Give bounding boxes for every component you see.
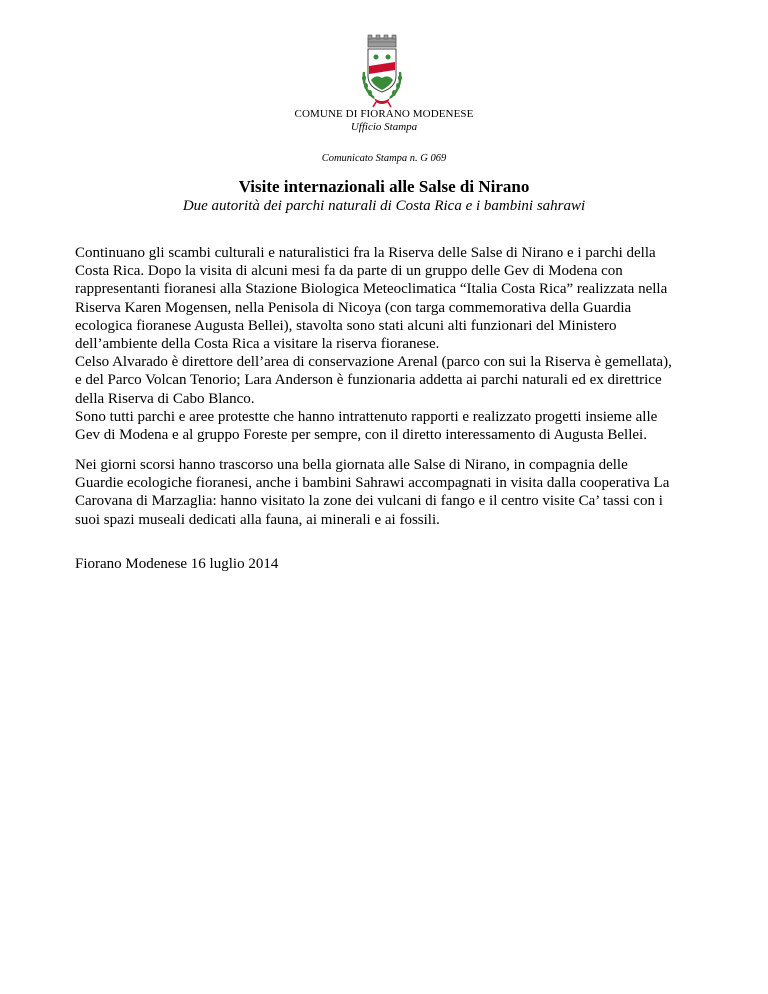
paragraph-line: Costa Rica. Dopo la visita di alcuni mesi fa da parte di un gruppo delle Gev di Modena con (75, 263, 623, 280)
paragraph-line: Gev di Modena e al gruppo Foreste per sempre, con il diretto interessamento di Augusta Bellei. (75, 427, 647, 444)
office-name: Ufficio Stampa (350, 121, 418, 133)
municipal-crest-icon (352, 32, 412, 108)
paragraph-1 (75, 244, 695, 444)
article-title: Visite internazionali alle Salse di Nirano (238, 177, 530, 196)
paragraph-line: della Riserva di Cabo Blanco. (75, 390, 255, 407)
article-subtitle: Due autorità dei parchi naturali di Costa Rica e i bambini sahrawi (182, 198, 586, 214)
paragraph-2 (75, 456, 695, 529)
paragraph-line: Nei giorni scorsi hanno trascorso una bella giornata alle Salse di Nirano, in compagnia delle (75, 457, 628, 473)
paragraph-line: rappresentanti fioranesi alla Stazione Biologica Meteoclimatica “Italia Costa Rica” realizzata nella (75, 281, 668, 298)
paragraph-line: Celso Alvarado è direttore dell’area di conservazione Arenal (parco con sui la Riserva è gemellata), (75, 354, 672, 371)
press-release-number: Comunicato Stampa n. G 069 (321, 153, 447, 164)
paragraph-line: suoi spazi museali dedicati alla fauna, ai minerali e ai fossili. (75, 511, 440, 528)
paragraph-line: e del Parco Volcan Tenorio; Lara Anderson è funzionaria addetta ai parchi naturali ed ex direttrice (75, 372, 662, 389)
paragraph-line: Continuano gli scambi culturali e naturalistici fra la Riserva delle Salse di Nirano e i parchi della (75, 245, 656, 261)
paragraph-line: Guardie ecologiche fioranesi, anche i bambini Sahrawi accompagnati in visita dalla cooperativa La (75, 475, 670, 492)
paragraph-line: ecologica fioranese Augusta Bellei), stavolta sono stati alcuni alti funzionari del Ministero (75, 317, 617, 334)
paragraph-line: Carovana di Marzaglia: hanno visitato la zone dei vulcani di fango e il centro visite Ca’ tassi con i (75, 493, 663, 510)
paragraph-line: Sono tutti parchi e aree protestte che hanno intrattenuto rapporti e realizzato progetti insieme alle (75, 408, 658, 425)
municipality-name: COMUNE DI FIORANO MODENESE (294, 108, 474, 120)
paragraph-line: dell’ambiente della Costa Rica a visitare la riserva fioranese. (75, 336, 440, 353)
dateline: Fiorano Modenese 16 luglio 2014 (75, 556, 279, 572)
paragraph-line: Riserva Karen Mogensen, nella Penisola di Nicoya (con targa commemorativa della Guardia (75, 299, 632, 316)
